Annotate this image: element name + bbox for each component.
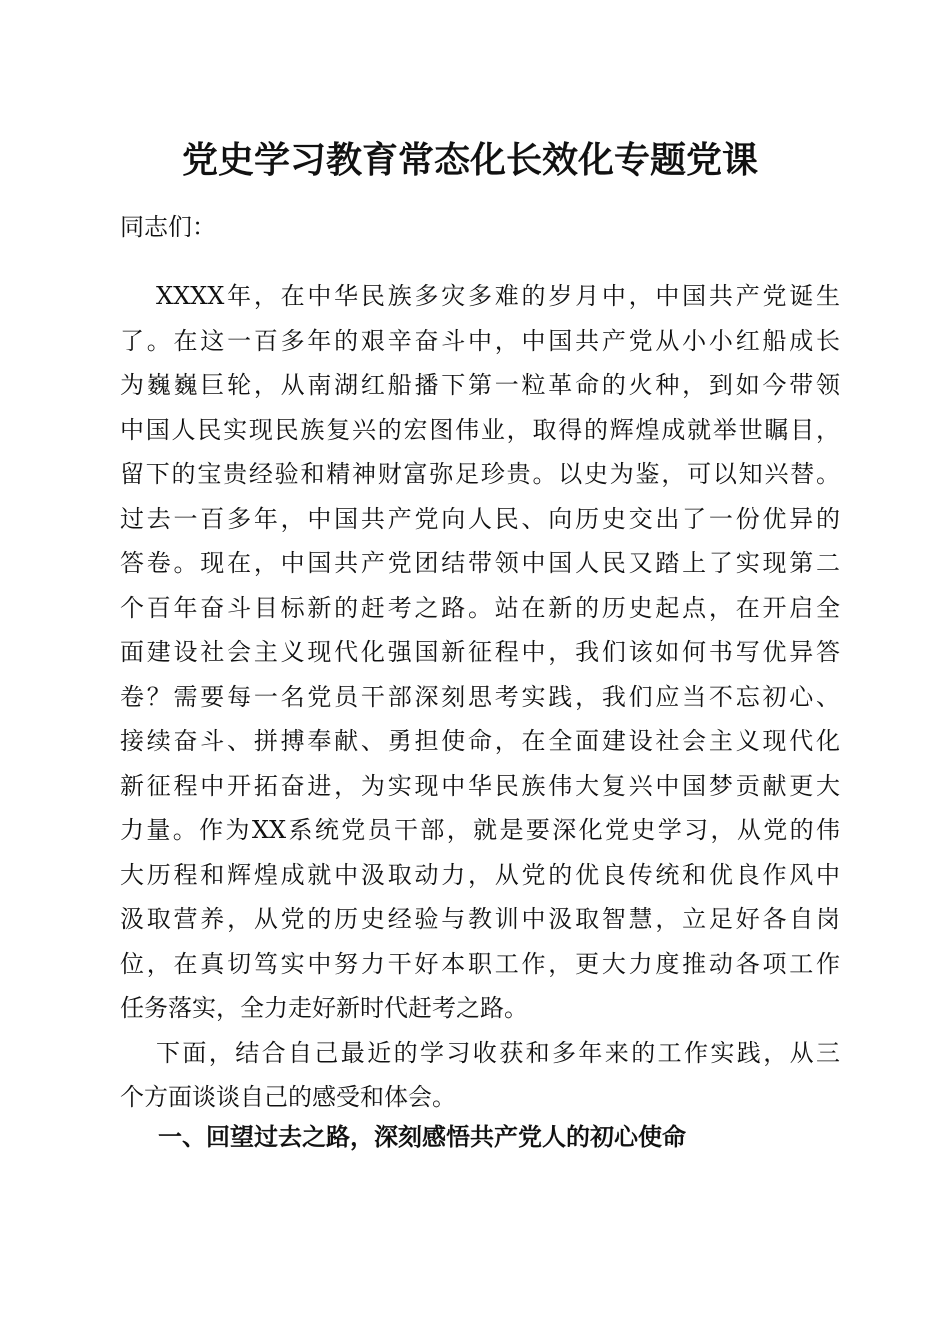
paragraph-line: XXXX年，在中华民族多灾多难的岁月中，中国共产党诞生 — [156, 282, 840, 310]
paragraph-line: 位，在真切笃实中努力干好本职工作，更大力度推动各项工作 — [120, 949, 840, 978]
section-heading: 一、回望过去之路，深刻感悟共产党人的初心使命 — [158, 1123, 686, 1151]
paragraph-line: 卷？需要每一名党员干部深刻思考实践，我们应当不忘初心、 — [120, 682, 840, 711]
paragraph-line: 留下的宝贵经验和精神财富弥足珍贵。以史为鉴，可以知兴替。 — [120, 460, 840, 488]
paragraph-line: 任务落实，全力走好新时代赶考之路。 — [120, 994, 528, 1022]
paragraph-line: 了。在这一百多年的艰辛奋斗中，中国共产党从小小红船成长 — [120, 326, 840, 355]
salutation: 同志们： — [120, 213, 216, 241]
paragraph-line: 面建设社会主义现代化强国新征程中，我们该如何书写优异答 — [120, 638, 840, 666]
body-text — [120, 274, 840, 1120]
paragraph-line: 个方面谈谈自己的感受和体会。 — [120, 1083, 456, 1111]
paragraph-line: 过去一百多年，中国共产党向人民、向历史交出了一份优异的 — [120, 504, 840, 533]
paragraph-line: 中国人民实现民族复兴的宏图伟业，取得的辉煌成就举世瞩目， — [120, 415, 840, 444]
paragraph-line: 答卷。现在，中国共产党团结带领中国人民又踏上了实现第二 — [120, 549, 840, 577]
paragraph-1 — [120, 274, 840, 1031]
paragraph-2 — [120, 1031, 840, 1120]
paragraph-line: 大历程和辉煌成就中汲取动力，从党的优良传统和优良作风中 — [120, 860, 840, 889]
paragraph-line: 力量。作为XX系统党员干部，就是要深化党史学习，从党的伟 — [120, 816, 840, 844]
paragraph-line: 汲取营养，从党的历史经验与教训中汲取智慧，立足好各自岗 — [120, 905, 840, 933]
paragraph-line: 为巍巍巨轮，从南湖红船播下第一粒革命的火种，到如今带领 — [120, 371, 840, 399]
document-title: 党史学习教育常态化长效化专题党课 — [181, 139, 758, 181]
paragraph-line: 个百年奋斗目标新的赶考之路。站在新的历史起点，在开启全 — [120, 593, 840, 622]
paragraph-line: 下面，结合自己最近的学习收获和多年来的工作实践，从三 — [156, 1038, 840, 1067]
paragraph-line: 新征程中开拓奋进，为实现中华民族伟大复兴中国梦贡献更大 — [120, 771, 840, 800]
paragraph-line: 接续奋斗、拼搏奉献、勇担使命，在全面建设社会主义现代化 — [120, 727, 840, 755]
